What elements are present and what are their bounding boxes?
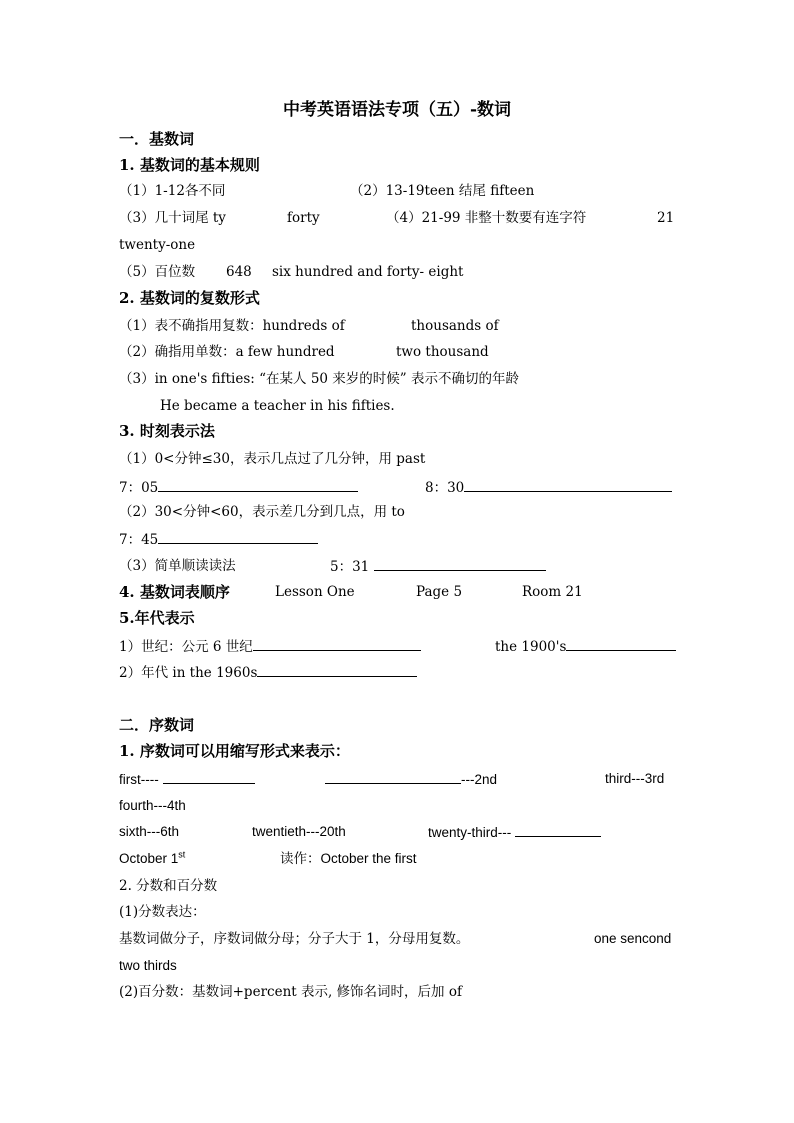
- ordinal-second-label: ---2nd: [461, 772, 498, 787]
- answer-blank[interactable]: [464, 477, 672, 492]
- plural-3: （3）in one's fifties: “在某人 50 来岁的时候” 表示不确切的年龄: [119, 371, 519, 387]
- plural-3-example: He became a teacher in his fifties.: [160, 398, 395, 414]
- time-745: [119, 529, 318, 550]
- answer-blank[interactable]: [158, 477, 358, 492]
- time-745-label: 7：45: [119, 532, 159, 548]
- century-1900s-label: the 1900's: [495, 639, 567, 655]
- time-531-label: 5：31: [330, 559, 370, 575]
- rule-2: （2）13-19teen 结尾 fifteen: [350, 183, 535, 199]
- section-heading-cardinal: 一．基数词: [119, 130, 195, 148]
- subheading-abbrev: 1. 序数词可以用缩写形式来表示：: [119, 742, 350, 760]
- rule-5-example: six hundred and forty- eight: [272, 264, 464, 280]
- fraction-example-2: two thirds: [119, 958, 177, 973]
- rule-4: （4）21-99 非整十数要有连字符: [386, 210, 587, 226]
- time-rule-1: （1）0<分钟≤30，表示几点过了几分钟，用 past: [119, 451, 426, 467]
- rule-4-example: twenty-one: [119, 237, 196, 253]
- answer-blank[interactable]: [515, 822, 601, 837]
- rule-5: （5）百位数: [119, 264, 196, 280]
- rule-4-number: 21: [657, 210, 675, 226]
- rule-3: （3）几十词尾 ty: [119, 210, 226, 226]
- rule-5-number: 648: [226, 264, 252, 280]
- rule-3-example: forty: [287, 210, 320, 226]
- decade-label: 2）年代 in the 1960s: [119, 665, 258, 681]
- section-heading-ordinal: 二．序数词: [119, 716, 195, 734]
- plural-2-example: two thousand: [396, 344, 489, 360]
- time-rule-3: （3）简单顺读读法: [119, 558, 236, 574]
- answer-blank[interactable]: [325, 769, 461, 784]
- decade-line: [119, 662, 417, 683]
- answer-blank[interactable]: [163, 769, 255, 784]
- answer-blank[interactable]: [158, 529, 318, 544]
- ordinal-first-label: first----: [119, 772, 159, 787]
- answer-blank[interactable]: [374, 556, 546, 571]
- time-rule-2: （2）30<分钟<60，表示差几分到几点，用 to: [119, 504, 405, 520]
- date-suffix: st: [178, 849, 186, 860]
- subheading-time: 3. 时刻表示法: [119, 422, 215, 440]
- time-531: [330, 556, 546, 577]
- century-label: 1）世纪：公元 6 世纪: [119, 639, 253, 655]
- answer-blank[interactable]: [257, 662, 417, 677]
- ordinal-third: third---3rd: [605, 771, 665, 786]
- ordinal-first: [119, 769, 255, 790]
- ordinal-fourth: fourth---4th: [119, 798, 186, 813]
- century-1900s: [495, 636, 676, 657]
- ordinal-twenty-third-label: twenty-third---: [428, 825, 512, 840]
- time-705-label: 7：05: [119, 480, 159, 496]
- ordinal-twenty-third: [428, 822, 601, 843]
- ordinal-sixth: sixth---6th: [119, 824, 180, 839]
- rule-1: （1）1-12各不同: [119, 183, 226, 199]
- date-reading: 读作：October the first: [280, 851, 417, 866]
- time-705: [119, 477, 358, 498]
- time-830: [425, 477, 672, 498]
- page-title: 中考英语语法专项（五）-数词: [282, 100, 512, 120]
- plural-1-example: thousands of: [411, 318, 499, 334]
- date-label: October 1: [119, 851, 179, 866]
- answer-blank[interactable]: [253, 636, 421, 651]
- percent-rule: (2)百分数：基数词+percent 表示, 修饰名词时，后加 of: [119, 984, 462, 1000]
- ordinal-twentieth: twentieth---20th: [252, 824, 346, 839]
- time-830-label: 8：30: [425, 480, 465, 496]
- subheading-fractions: 2. 分数和百分数: [119, 878, 218, 894]
- century-line: [119, 636, 421, 657]
- subheading-years: 5.年代表示: [119, 609, 195, 627]
- order-example-room: Room 21: [522, 584, 583, 600]
- subheading-basic-rules: 1. 基数词的基本规则: [119, 156, 260, 174]
- subheading-order: 4. 基数词表顺序: [119, 583, 230, 601]
- order-example-lesson: Lesson One: [275, 584, 355, 600]
- order-example-page: Page 5: [416, 584, 463, 600]
- fraction-example-1: one sencond: [594, 931, 672, 946]
- date-example: [119, 849, 185, 869]
- fraction-expression: (1)分数表达：: [119, 904, 206, 920]
- plural-1: （1）表不确指用复数：hundreds of: [119, 318, 345, 334]
- ordinal-second: [325, 769, 497, 790]
- plural-2: （2）确指用单数：a few hundred: [119, 344, 335, 360]
- answer-blank[interactable]: [566, 636, 676, 651]
- fraction-rule: 基数词做分子，序数词做分母；分子大于 1，分母用复数。: [119, 931, 470, 947]
- subheading-plural: 2. 基数词的复数形式: [119, 289, 260, 307]
